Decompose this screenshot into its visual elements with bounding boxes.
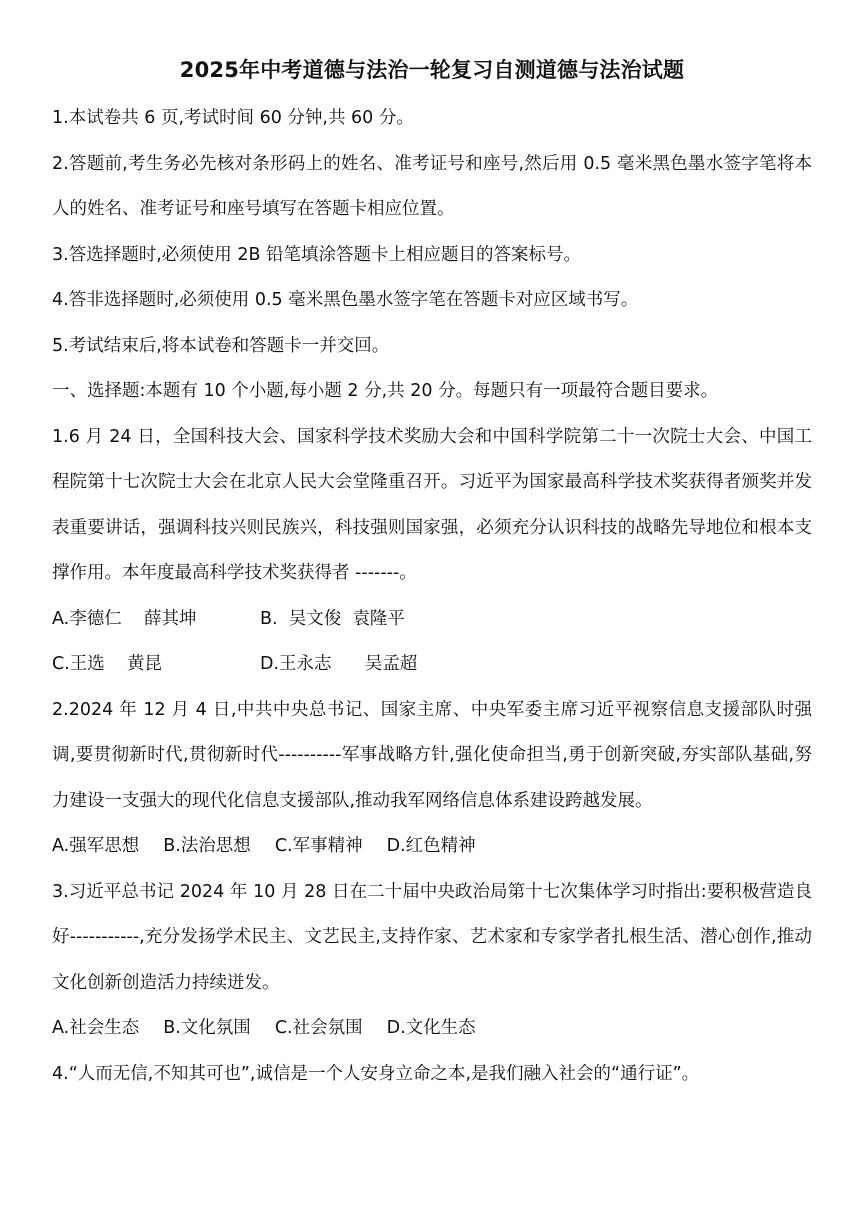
question-2: [52, 688, 812, 870]
question-1: [52, 415, 812, 688]
question-4: [52, 1052, 812, 1098]
option-a: A.社会生态: [52, 1018, 140, 1038]
instructions: [52, 96, 812, 369]
options-row: [52, 642, 812, 688]
option-d: D.王永志 吴孟超: [260, 654, 418, 674]
option-d: D.红色精神: [386, 836, 476, 856]
instruction-2: 2.答题前,考生务必先核对条形码上的姓名、准考证号和座号,然后用 0.5 毫米黑色墨水签字笔将本人的姓名、准考证号和座号填写在答题卡相应位置。: [52, 153, 812, 219]
exam-title: 2025年中考道德与法治一轮复习自测道德与法治试题: [179, 58, 685, 82]
exam-page: [52, 56, 812, 1097]
options-row: [52, 597, 812, 643]
instruction-1: 1.本试卷共 6 页,考试时间 60 分钟,共 60 分。: [52, 108, 414, 128]
instruction-5: 5.考试结束后,将本试卷和答题卡一并交回。: [52, 335, 390, 356]
section-heading: 一、选择题:本题有 10 个小题,每小题 2 分,共 20 分。每题只有一项最符合题目要求。: [52, 381, 719, 401]
option-c: C.王选 黄昆: [52, 654, 163, 674]
option-c: C.社会氛围: [274, 1018, 363, 1038]
option-a: A.强军思想: [52, 836, 140, 856]
option-d: D.文化生态: [386, 1018, 476, 1038]
question-stem: 3.习近平总书记 2024 年 10 月 28 日在二十届中央政治局第十七次集体学习时指出:要积极营造良好-----------,充分发扬学术民主、文艺民主,支持作家、艺术家和专家学者扎根生活、潜心创作,推动文化创新创造活力持续迸发。: [52, 881, 812, 993]
option-b: B.文化氛围: [163, 1018, 251, 1038]
option-a: A.李德仁 薛其坤: [52, 608, 197, 629]
question-3: [52, 870, 812, 1052]
question-stem: 4.“人而无信,不知其可也”,诚信是一个人安身立命之本,是我们融入社会的“通行证”。: [52, 1063, 700, 1084]
options-row: [52, 1006, 812, 1052]
option-c: C.军事精神: [274, 836, 363, 856]
question-stem: 1.6 月 24 日，全国科技大会、国家科学技术奖励大会和中国科学院第二十一次院士大会、中国工程院第十七次院士大会在北京人民大会堂隆重召开。习近平为国家最高科学技术奖获得者颁奖并发表重要讲话，强调科技兴则民族兴，科技强则国家强，必须充分认识科技的战略先导地位和根本支撑作用。本年度最高科学技术奖获得者 -------。: [52, 426, 812, 583]
option-b: B. 吴文俊 袁隆平: [260, 608, 405, 629]
instruction-3: 3.答选择题时,必须使用 2B 铅笔填涂答题卡上相应题目的答案标号。: [52, 244, 582, 265]
option-b: B.法治思想: [163, 836, 251, 856]
options-row: [52, 824, 812, 870]
instruction-4: 4.答非选择题时,必须使用 0.5 毫米黑色墨水签字笔在答题卡对应区域书写。: [52, 290, 639, 310]
question-stem: 2.2024 年 12 月 4 日,中共中央总书记、国家主席、中央军委主席习近平视察信息支援部队时强调,要贯彻新时代,贯彻新时代----------军事战略方针,强化使命担当,勇于创新突破,夯实部队基础,努力建设一支强大的现代化信息支援部队,推动我军网络信息体系建设跨越发展。: [52, 699, 812, 811]
